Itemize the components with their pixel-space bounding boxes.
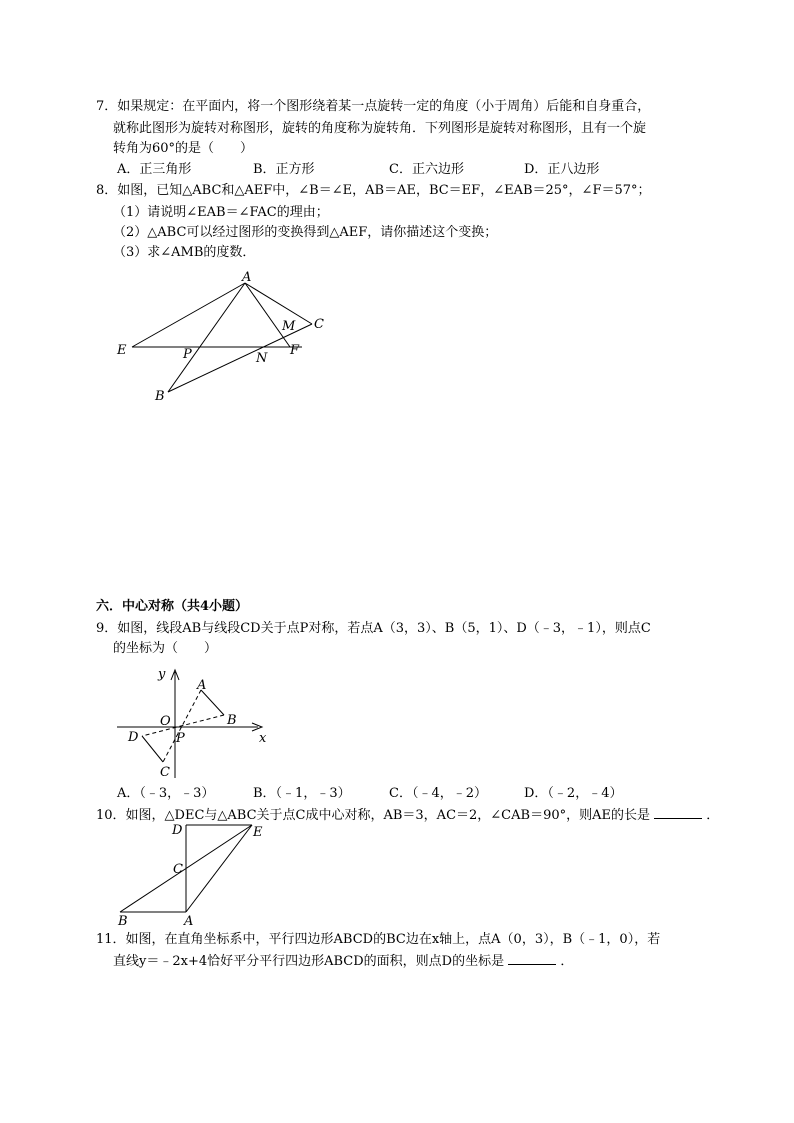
- q9-label-o: O: [160, 714, 171, 729]
- q8-line-1: 8．如图，已知△ABC和△AEF中，∠B＝∠E，AB＝AE，BC＝EF，∠EAB＝25°，∠F＝57°；: [96, 183, 651, 198]
- q10-label-a: A: [184, 914, 194, 929]
- q8-sub-3: （3）求∠AMB的度数．: [113, 245, 256, 260]
- q8-label-n: N: [256, 351, 268, 366]
- q7-line-2: 就称此图形为旋转对称图形，旋转的角度称为旋转角．下列图形是旋转对称图形，且有一个旋: [113, 121, 647, 136]
- q8-sub-1: （1）请说明∠EAB＝∠FAC的理由；: [113, 205, 329, 220]
- q9-label-c: C: [160, 765, 170, 780]
- q8-label-f: F: [290, 343, 300, 358]
- q8-label-p: P: [183, 347, 192, 362]
- q7-line-3: 转角为60°的是（ ）: [113, 141, 254, 156]
- q10-label-e: E: [253, 825, 263, 840]
- q10-text: 10．如图，△DEC与△ABC关于点C成中心对称，AB＝3，AC＝2，∠CAB＝90°，则AE的长是: [96, 808, 650, 823]
- section-6-title: 六．中心对称（共4小题）: [96, 599, 249, 614]
- q8-label-c: C: [314, 317, 324, 332]
- q9-label-a: A: [197, 678, 207, 693]
- q9-label-y: y: [158, 667, 166, 682]
- q9-option-c: C．（﹣4，﹣2）: [389, 786, 487, 801]
- q9-label-x: x: [259, 731, 267, 746]
- q11-answer-blank: [508, 952, 556, 965]
- q9-option-d: D．（﹣2，﹣4）: [524, 786, 623, 801]
- q9-label-p: P: [176, 731, 185, 746]
- q10-label-b: B: [118, 914, 128, 929]
- q10-label-d: D: [172, 823, 183, 838]
- q7-option-d: D．正八边形: [524, 162, 600, 177]
- q9-option-b: B．（﹣1，﹣3）: [253, 786, 351, 801]
- q10-label-c: C: [173, 862, 183, 877]
- q9-label-d: D: [128, 730, 139, 745]
- q11-line-2: [113, 952, 573, 971]
- q7-option-b: B．正方形: [253, 162, 315, 177]
- q7-option-c: C．正六边形: [389, 162, 464, 177]
- q7-option-a: A．正三角形: [117, 162, 192, 177]
- q9-option-a: A．（﹣3，﹣3）: [117, 786, 215, 801]
- q10-segment-ae: [186, 825, 252, 912]
- q7-line-1: 7．如果规定：在平面内，将一个图形绕着某一点旋转一定的角度（小于周角）后能和自身重合，: [96, 99, 651, 114]
- q8-label-e: E: [117, 343, 127, 358]
- q9-line-2: 的坐标为（ ）: [113, 641, 218, 656]
- q8-label-b: B: [155, 389, 165, 404]
- q9-line-1: 9．如图，线段AB与线段CD关于点P对称，若点A（3，3）、B（5，1）、D（﹣3，﹣1），则点C: [96, 621, 651, 636]
- q8-sub-2: （2）△ABC可以经过图形的变换得到△AEF，请你描述这个变换；: [113, 225, 498, 240]
- q8-label-m: M: [282, 319, 296, 334]
- q11-text: 直线y＝﹣2x+4恰好平分平行四边形ABCD的面积，则点D的坐标是: [113, 954, 505, 969]
- q8-label-a: A: [242, 270, 252, 285]
- q10-tail: ．: [706, 808, 720, 823]
- q11-tail: ．: [560, 954, 574, 969]
- q9-label-b: B: [227, 713, 237, 728]
- q11-line-1: 11．如图，在直角坐标系中，平行四边形ABCD的BC边在x轴上，点A（0，3），B（﹣1，0），若: [96, 932, 661, 947]
